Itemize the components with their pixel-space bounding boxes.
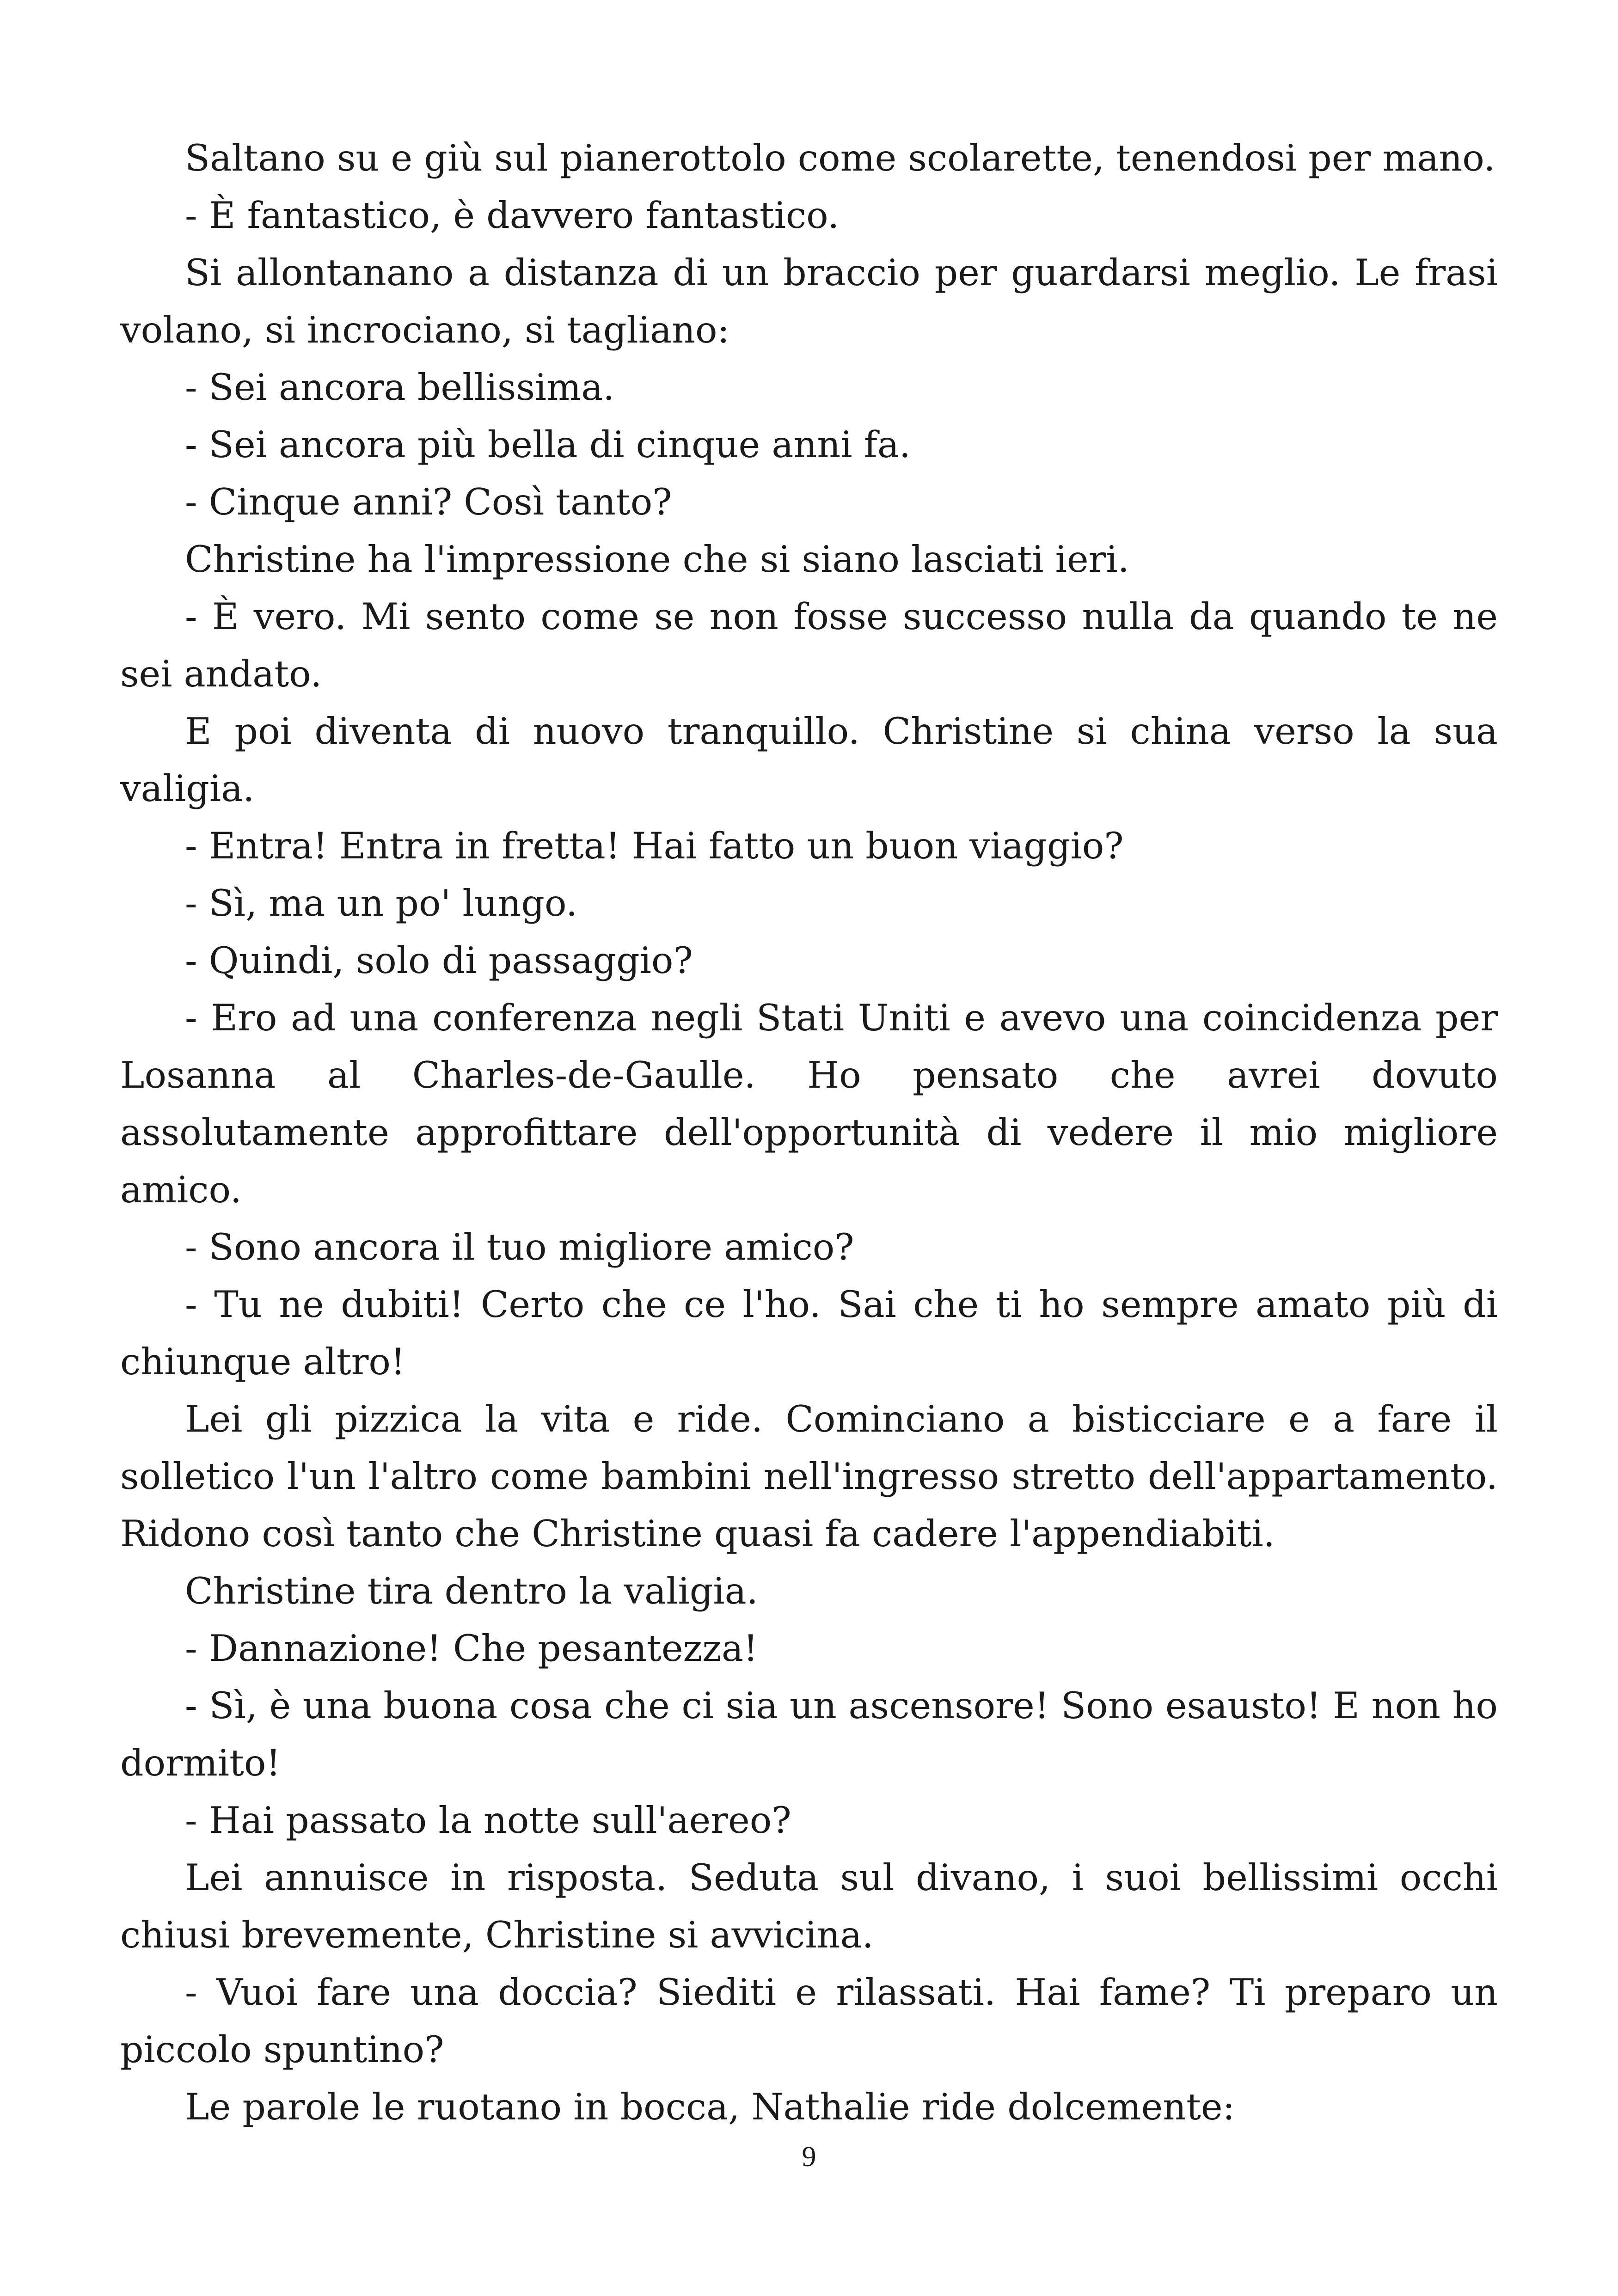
paragraph: - Sì, ma un po' lungo. — [185, 882, 578, 925]
page-number: 9 — [802, 2141, 816, 2173]
paragraph: Saltano su e giù sul pianerottolo come scolarette, tenendosi per mano. — [185, 137, 1495, 179]
paragraph: - Sì, è una buona cosa che ci sia un ascensore! Sono esausto! E non ho dormito! — [120, 1684, 1498, 1784]
paragraph: - Sono ancora il tuo migliore amico? — [185, 1226, 854, 1268]
paragraph: - Sei ancora più bella di cinque anni fa. — [185, 423, 911, 466]
paragraph: - Vuoi fare una doccia? Siediti e rilassati. Hai fame? Ti preparo un piccolo spuntino? — [120, 1971, 1498, 2071]
paragraph: - Entra! Entra in fretta! Hai fatto un buon viaggio? — [185, 825, 1124, 867]
paragraph: - Ero ad una conferenza negli Stati Uniti e avevo una coincidenza per Losanna al Charles-de-Gaulle. Ho pensato che avrei dovuto assolutamente approfittare dell'opportunità di vedere il mio migliore amico. — [120, 997, 1498, 1211]
paragraph: Si allontanano a distanza di un braccio per guardarsi meglio. Le frasi volano, si incrociano, si tagliano: — [120, 251, 1498, 351]
paragraph: - È vero. Mi sento come se non fosse successo nulla da quando te ne sei andato. — [120, 595, 1498, 695]
paragraph: Christine tira dentro la valigia. — [185, 1570, 758, 1612]
paragraph: - Tu ne dubiti! Certo che ce l'ho. Sai che ti ho sempre amato più di chiunque altro! — [120, 1283, 1498, 1383]
paragraph: - Sei ancora bellissima. — [185, 366, 615, 409]
paragraph: - È fantastico, è davvero fantastico. — [185, 194, 840, 237]
paragraph: - Dannazione! Che pesantezza! — [185, 1627, 758, 1670]
paragraph: Le parole le ruotano in bocca, Nathalie ride dolcemente: — [185, 2086, 1235, 2128]
paragraph: - Cinque anni? Così tanto? — [185, 481, 672, 523]
paragraph: E poi diventa di nuovo tranquillo. Christine si china verso la sua valigia. — [120, 710, 1498, 810]
paragraph: - Hai passato la notte sull'aereo? — [185, 1799, 791, 1842]
paragraph: - Quindi, solo di passaggio? — [185, 939, 693, 982]
paragraph: Lei gli pizzica la vita e ride. Cominciano a bisticciare e a fare il solletico l'un l'altro come bambini nell'ingresso stretto dell'appartamento. Ridono così tanto che Christine quasi fa cadere l'appendiabiti. — [120, 1398, 1498, 1555]
paragraph: Christine ha l'impressione che si siano lasciati ieri. — [185, 538, 1129, 581]
paragraph: Lei annuisce in risposta. Seduta sul divano, i suoi bellissimi occhi chiusi brevemente, Christine si avvicina. — [120, 1856, 1498, 1956]
body-text — [120, 129, 1498, 2136]
